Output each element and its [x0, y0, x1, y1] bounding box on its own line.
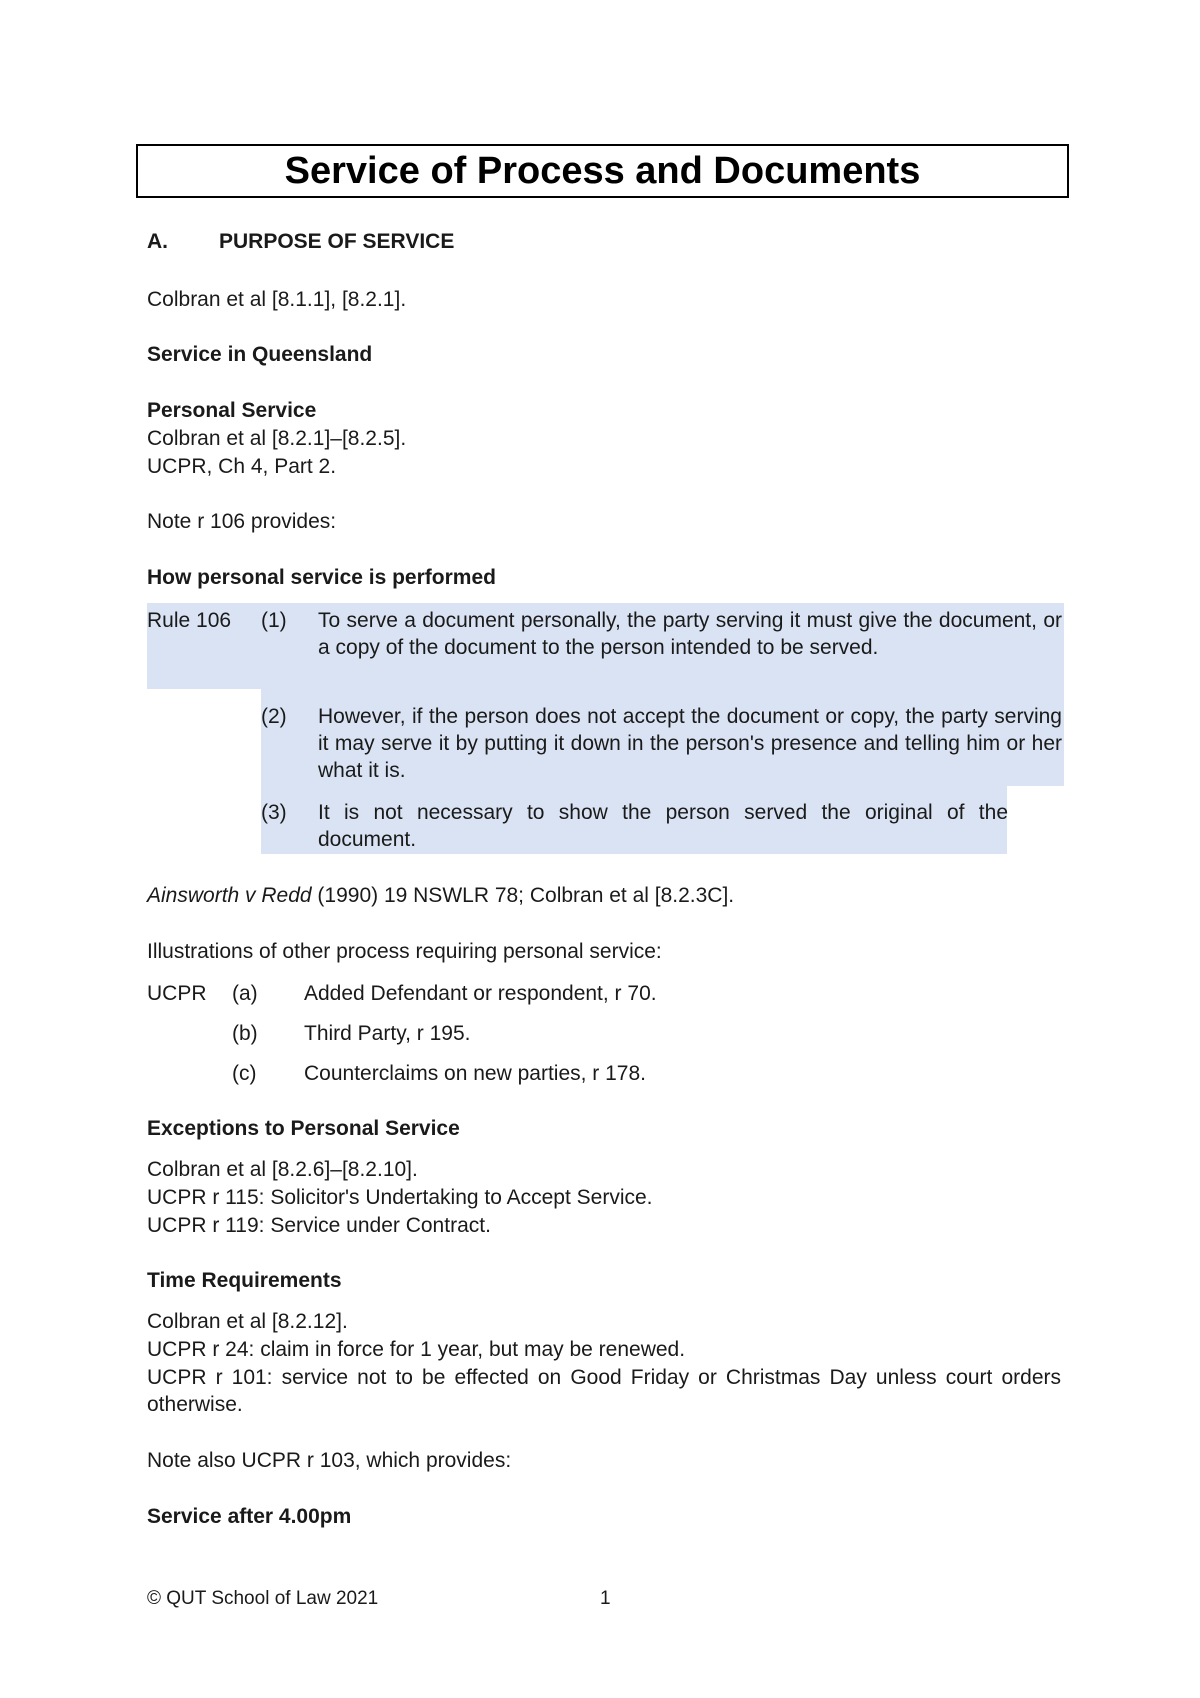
rule-num-3: (3) [261, 801, 287, 824]
footer-page-number: 1 [600, 1588, 611, 1609]
personal-service-heading: Personal Service [147, 399, 317, 422]
exceptions-line-2: UCPR r 115: Solicitor's Undertaking to Accept Service. [147, 1186, 653, 1209]
section-a-heading: PURPOSE OF SERVICE [219, 230, 455, 253]
exceptions-line-1: Colbran et al [8.2.6]–[8.2.10]. [147, 1158, 418, 1181]
time-line-2: UCPR r 24: claim in force for 1 year, but may be renewed. [147, 1338, 686, 1361]
ucpr-text-b: Third Party, r 195. [304, 1022, 471, 1045]
rule-num-2: (2) [261, 705, 287, 728]
exceptions-line-3: UCPR r 119: Service under Contract. [147, 1214, 491, 1237]
rule-text-3: It is not necessary to show the person served the original of the document. [318, 801, 1008, 851]
ainsworth-citation [147, 882, 734, 909]
service-after-4pm-heading: Service after 4.00pm [147, 1505, 352, 1528]
ucpr-text-c: Counterclaims on new parties, r 178. [304, 1062, 646, 1085]
ucpr-text-a: Added Defendant or respondent, r 70. [304, 982, 657, 1005]
illustrations-text: Illustrations of other process requiring personal service: [147, 940, 662, 963]
ucpr-num-c: (c) [232, 1062, 257, 1085]
case-citation: (1990) 19 NSWLR 78; Colbran et al [8.2.3C]. [311, 884, 735, 907]
how-personal-service-heading: How personal service is performed [147, 566, 496, 589]
footer-copyright: © QUT School of Law 2021 [147, 1588, 379, 1609]
rule-text-1: To serve a document personally, the party serving it must give the document, or a copy of the document to the person intended to be served. [318, 609, 1062, 659]
time-requirements-heading: Time Requirements [147, 1269, 342, 1292]
reference-1: Colbran et al [8.1.1], [8.2.1]. [147, 288, 407, 311]
page-title: Service of Process and Documents [284, 149, 921, 192]
rule-text-2: However, if the person does not accept the document or copy, the party serving it may serve it by putting it down in the person's presence and telling him or her what it is. [318, 705, 1062, 782]
personal-line-2: UCPR, Ch 4, Part 2. [147, 455, 337, 478]
service-in-qld-heading: Service in Queensland [147, 343, 373, 366]
personal-line-1: Colbran et al [8.2.1]–[8.2.5]. [147, 427, 407, 450]
ucpr-num-b: (b) [232, 1022, 258, 1045]
section-a-letter: A. [147, 230, 168, 253]
rule-106-label: Rule 106 [147, 609, 232, 632]
exceptions-heading: Exceptions to Personal Service [147, 1117, 460, 1140]
ucpr-label: UCPR [147, 982, 207, 1005]
ucpr-num-a: (a) [232, 982, 258, 1005]
note-r103: Note also UCPR r 103, which provides: [147, 1449, 512, 1472]
rule-num-1: (1) [261, 609, 287, 632]
time-line-1: Colbran et al [8.2.12]. [147, 1310, 348, 1333]
case-name: Ainsworth v Redd [147, 884, 312, 907]
note-r106: Note r 106 provides: [147, 510, 337, 533]
time-line-r101: UCPR r 101: service not to be effected on Good Friday or Christmas Day unless court orders otherwise. [147, 1366, 1061, 1416]
title-box [136, 144, 1069, 198]
